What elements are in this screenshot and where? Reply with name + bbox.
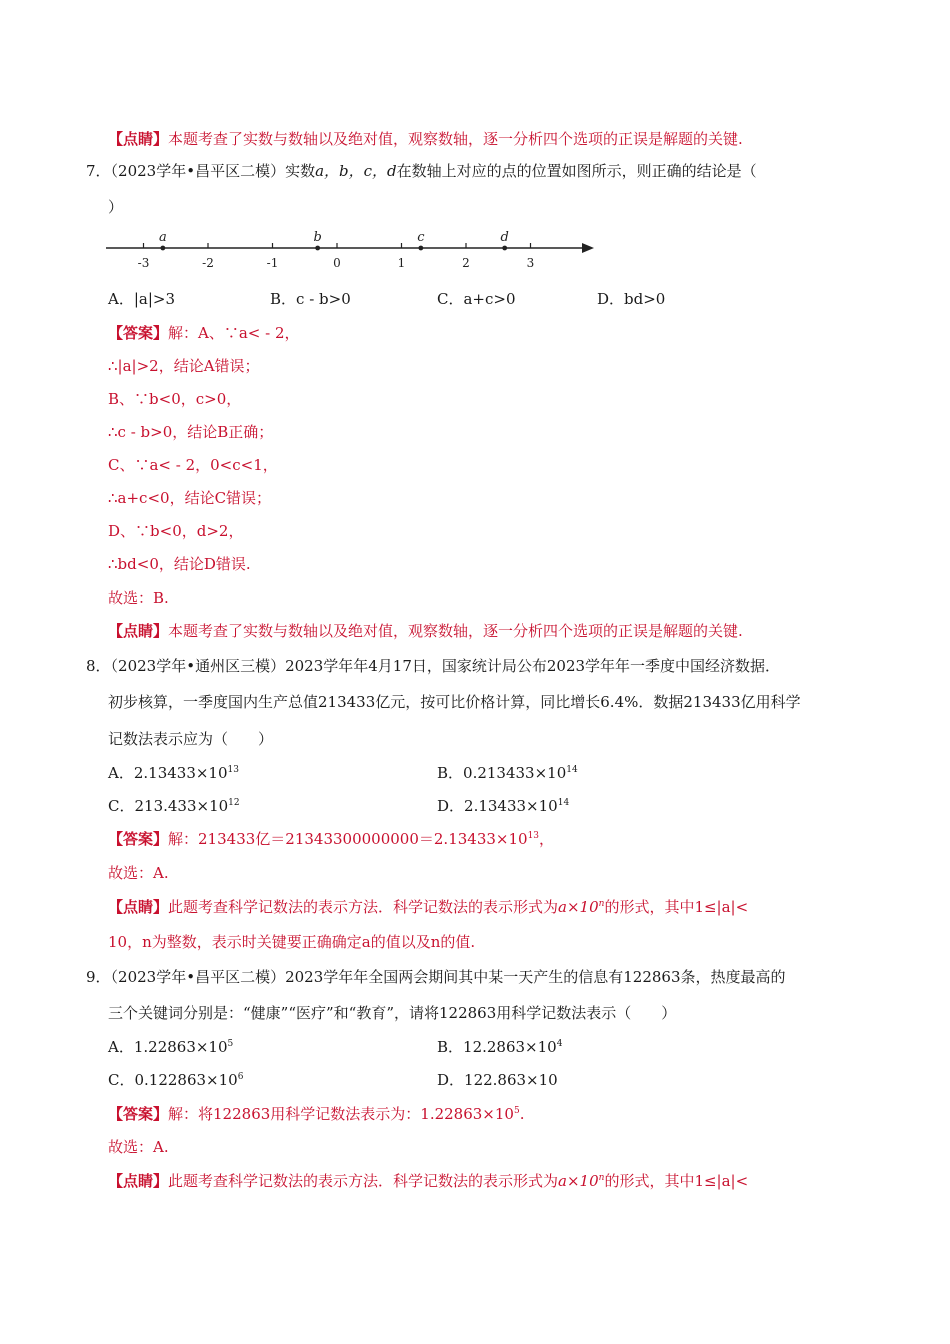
number-line-arrow — [582, 243, 594, 253]
q9-tip-line-1: 【点睛】此题考查科学记数法的表示方法．科学记数法的表示形式为$a\times 10^n$的形式，其中1≤|a|< — [108, 1172, 749, 1190]
q8-option-b: B．$0.213433\times 10^{14}$ — [437, 764, 578, 782]
number-line-point-label: a — [158, 230, 167, 245]
q9-choice: 故选：A. — [108, 1138, 169, 1156]
q9-stem-line-1: 9．（2023学年•昌平区二模）2023学年年全国两会期间其中某一天产生的信息有122863条，热度最高的 — [86, 968, 786, 986]
q8-option-d: D．$2.13433\times 10^{14}$ — [437, 797, 570, 815]
number-line-tick-label: 2 — [462, 256, 470, 270]
number-line-tick-label: 3 — [526, 256, 535, 270]
q7-answer-line-8: ∴bd<0，结论D错误. — [108, 555, 251, 573]
q9-option-d: D．122.863×10 — [437, 1071, 558, 1089]
tip-top: 【点睛】本题考查了实数与数轴以及绝对值，观察数轴，逐一分析四个选项的正误是解题的关键. — [108, 130, 743, 148]
q7-option-a: A．|a|>3 — [108, 290, 175, 308]
q7-option-b: B．c - b>0 — [270, 290, 351, 308]
number-line-point-a — [160, 246, 165, 251]
q8-answer: 【答案】解：213433亿$=21343300000000=2.13433\times 10^{13}$， — [108, 830, 555, 848]
q9-stem-line-2: 三个关键词分别是：“健康”“医疗”和“教育”，请将122863用科学记数法表示（ ） — [108, 1004, 677, 1022]
q7-option-c: C．a+c>0 — [437, 290, 516, 308]
q7-tip: 【点睛】本题考查了实数与数轴以及绝对值，观察数轴，逐一分析四个选项的正误是解题的关键. — [108, 622, 743, 640]
number-line-point-b — [315, 246, 320, 251]
number-line-tick-label: 1 — [397, 256, 406, 270]
q7-stem-line-1: 7．（2023学年•昌平区二模）实数a，b，c，d在数轴上对应的点的位置如图所示，则正确的结论是（ — [86, 162, 757, 180]
q8-stem-line-2: 初步核算，一季度国内生产总值213433亿元，按可比价格计算，同比增长6.4%．数据213433亿用科学 — [108, 693, 801, 711]
number-line-point-label: d — [500, 230, 509, 245]
number-line-tick-label: 0 — [333, 256, 341, 270]
q8-choice: 故选：A. — [108, 864, 169, 882]
number-line-tick-label: -1 — [266, 256, 279, 270]
q7-answer-line-4: ∴c - b>0，结论B正确； — [108, 423, 274, 441]
q9-option-a: A．$1.22863\times 10^5$ — [108, 1038, 234, 1056]
number-line-point-c — [418, 246, 423, 251]
number-line-tick-label: -3 — [137, 256, 150, 270]
number-line-tick-label: -2 — [202, 256, 214, 270]
q8-tip-line-2: 10，n为整数，表示时关键要正确确定a的值以及n的值. — [108, 933, 476, 951]
q7-option-d: D．bd>0 — [597, 290, 666, 308]
q7-answer-line-6: ∴a+c<0，结论C错误； — [108, 489, 272, 507]
q7-answer-line-3: B、∵b<0，c>0， — [108, 390, 242, 408]
q9-option-c: C．$0.122863\times 10^6$ — [108, 1071, 244, 1089]
number-line-point-label: b — [313, 230, 322, 245]
q8-stem-line-1: 8．（2023学年•通州区三模）2023学年年4月17日，国家统计局公布2023学年年一季度中国经济数据． — [86, 657, 781, 675]
q7-answer-line-5: C、∵a< - 2，0<c<1， — [108, 456, 278, 474]
q7-answer-line-2: ∴|a|>2，结论A错误； — [108, 357, 260, 375]
q7-choice: 故选：B. — [108, 589, 169, 607]
q7-answer-line-1: 【答案】解：A、∵a< - 2， — [108, 324, 300, 342]
q8-tip-line-1: 【点睛】此题考查科学记数法的表示方法．科学记数法的表示形式为$a\times 10^n$的形式，其中1≤|a|< — [108, 898, 749, 916]
number-line-point-d — [502, 246, 507, 251]
q9-answer: 【答案】解：将122863用科学记数法表示为：$1.22863\times 10^5$. — [108, 1105, 525, 1123]
q9-option-b: B．$12.2863\times 10^4$ — [437, 1038, 563, 1056]
q8-stem-line-3: 记数法表示应为（ ） — [108, 730, 274, 748]
q8-option-a: A．$2.13433\times 10^{13}$ — [108, 764, 239, 782]
number-line-figure — [100, 226, 600, 272]
q7-answer-line-7: D、∵b<0，d>2， — [108, 522, 244, 540]
q7-stem-line-2: ） — [108, 198, 124, 216]
q8-option-c: C．$213.433\times 10^{12}$ — [108, 797, 240, 815]
number-line-point-label: c — [417, 230, 425, 245]
